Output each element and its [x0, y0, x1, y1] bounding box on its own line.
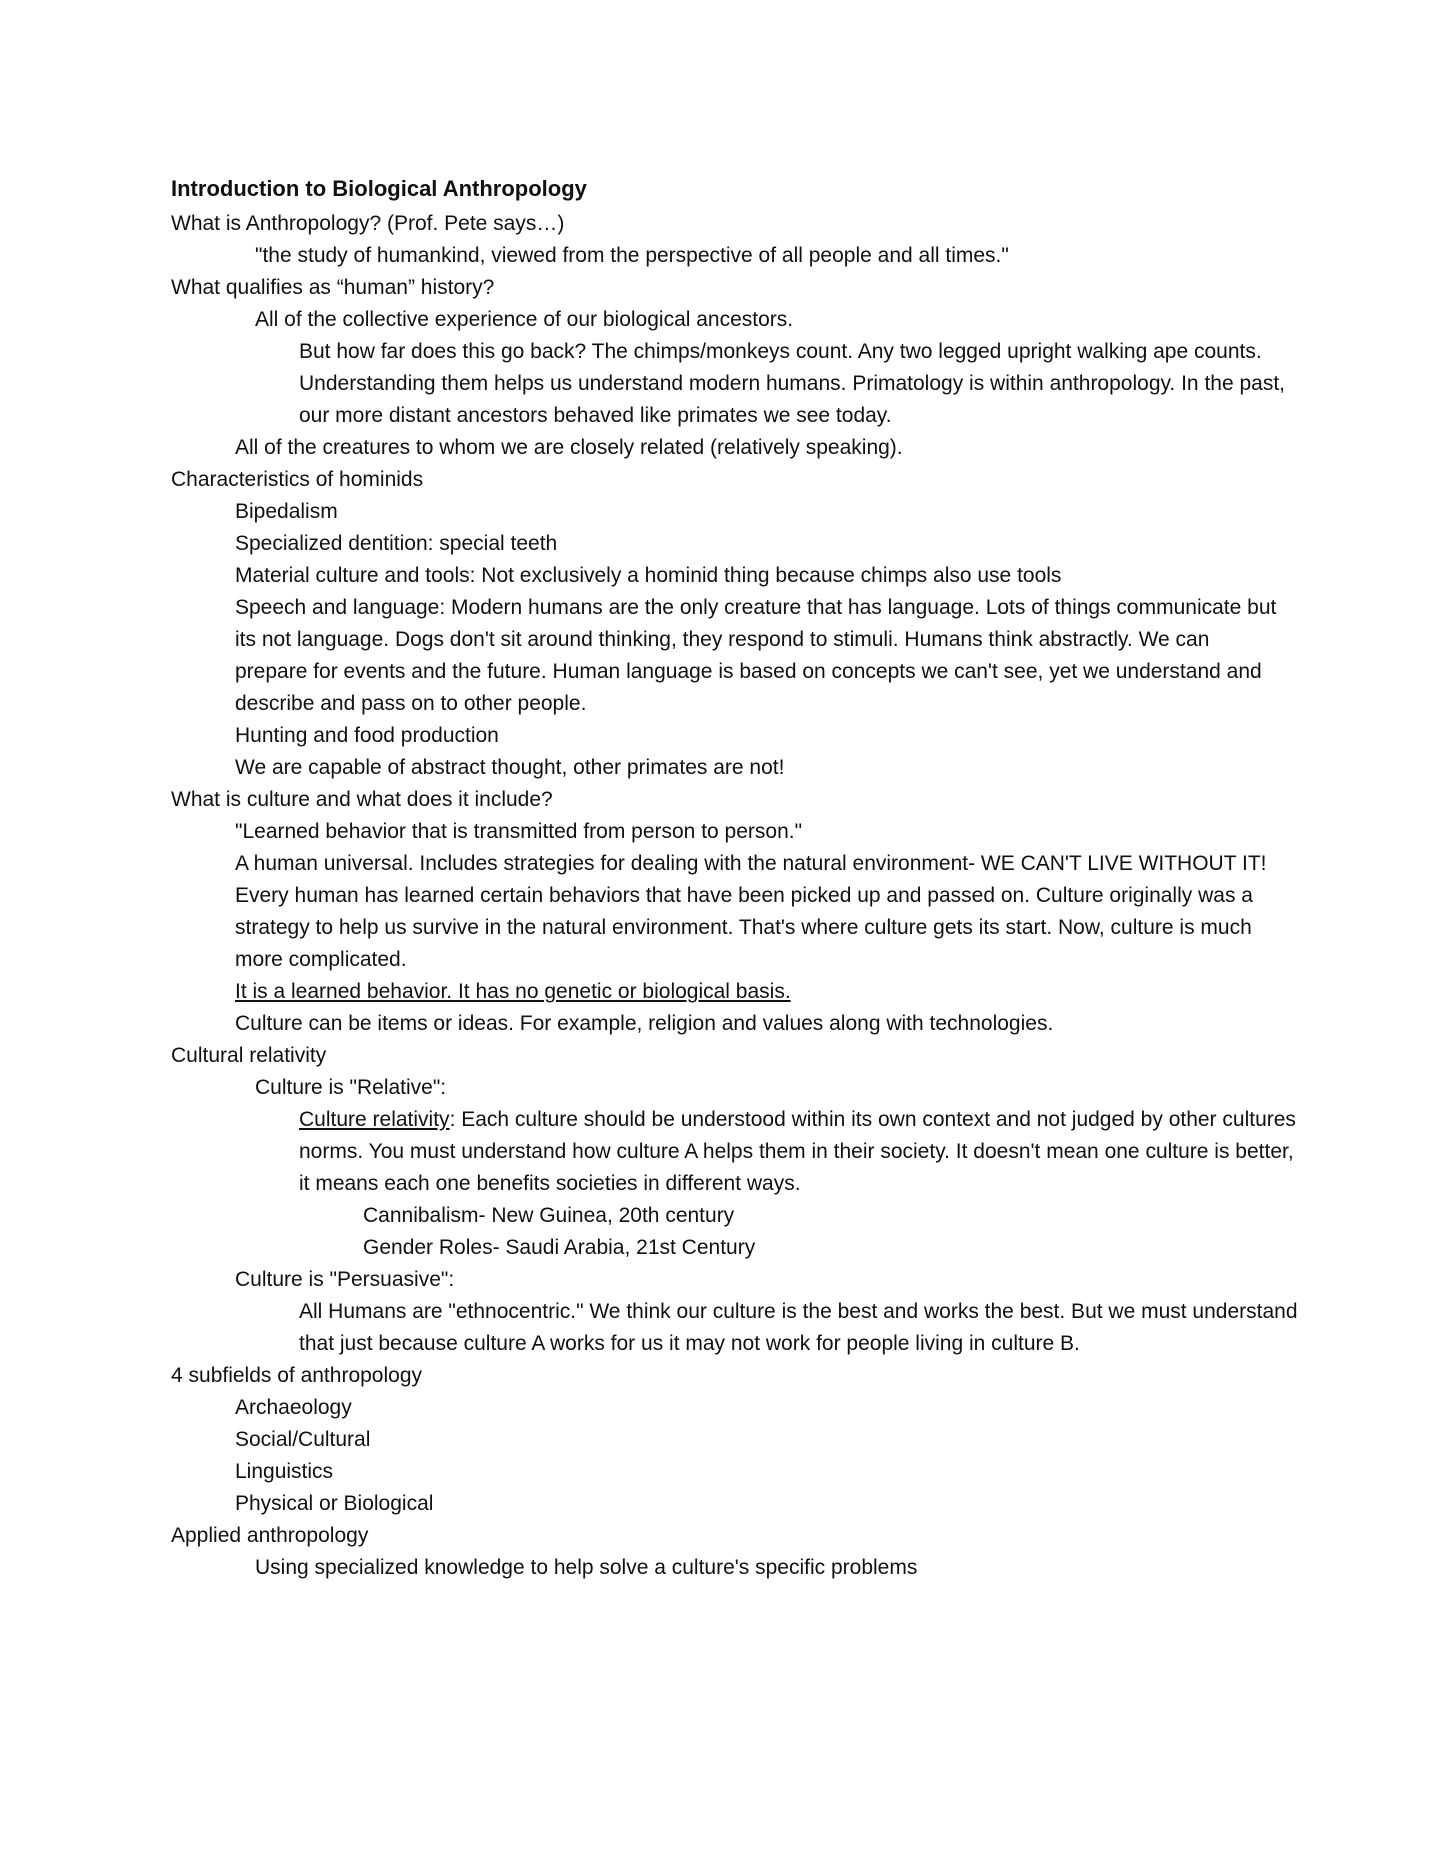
note-no-genetic-basis: It is a learned behavior. It has no genetic or biological basis. [235, 980, 791, 1003]
example-gender-roles: Gender Roles- Saudi Arabia, 21st Century [363, 1236, 756, 1259]
note-human-universal: A human universal. Includes strategies for dealing with the natural environment- WE CAN'T LIVE WITHOUT IT! [235, 852, 1267, 875]
definition-culture-relativity: : Each culture should be understood within its own context and not judged by other cultures norms. You must understand how culture A helps them in their society. It doesn't mean one culture is better, it means each one benefits societies in different ways. [299, 1108, 1296, 1195]
list-item-dentition: Specialized dentition: special teeth [235, 532, 558, 555]
note-closely-related: All of the creatures to whom we are closely related (relatively speaking). [235, 436, 903, 459]
list-item-hunting: Hunting and food production [235, 724, 499, 747]
example-cannibalism: Cannibalism- New Guinea, 20th century [363, 1204, 735, 1227]
page-title: Introduction to Biological Anthropology [171, 176, 587, 201]
note-specialized-knowledge: Using specialized knowledge to help solve a culture's specific problems [255, 1556, 918, 1579]
list-item-material-culture: Material culture and tools: Not exclusively a hominid thing because chimps also use tools [235, 564, 1062, 587]
term-culture-relativity: Culture relativity [299, 1108, 450, 1131]
note-how-far-back: But how far does this go back? The chimps/monkeys count. Any two legged upright walking ape counts. Understanding them helps us understand modern humans. Primatology is within anthropology. In the past, our more distant ancestors behaved like primates we see today. [299, 340, 1286, 427]
heading-applied-anthropology: Applied anthropology [171, 1524, 369, 1547]
notes-body [171, 172, 1298, 1584]
note-every-human: Every human has learned certain behaviors that have been picked up and passed on. Culture originally was a strategy to help us survive in the natural environment. That's where culture gets its start. Now, culture is much more complicated. [235, 884, 1253, 971]
definition-quote: "the study of humankind, viewed from the perspective of all people and all times." [255, 244, 1009, 267]
note-learned-behavior-quote: "Learned behavior that is transmitted from person to person." [235, 820, 803, 843]
list-item-social-cultural: Social/Cultural [235, 1428, 371, 1451]
heading-cultural-relativity: Cultural relativity [171, 1044, 327, 1067]
heading-what-is-anthropology: What is Anthropology? (Prof. Pete says…) [171, 212, 565, 235]
list-item-physical-biological: Physical or Biological [235, 1492, 434, 1515]
note-items-or-ideas: Culture can be items or ideas. For example, religion and values along with technologies. [235, 1012, 1054, 1035]
note-culture-relativity [171, 1104, 1299, 1200]
list-item-speech-language: Speech and language: Modern humans are the only creature that has language. Lots of things communicate but its not language. Dogs don't sit around thinking, they respond to stimuli. Humans think abstractly. We can prepare for events and the future. Human language is based on concepts we can't see, yet we understand and describe and pass on to other people. [235, 596, 1277, 715]
note-collective-experience: All of the collective experience of our biological ancestors. [255, 308, 794, 331]
heading-what-is-culture: What is culture and what does it include? [171, 788, 553, 811]
heading-subfields: 4 subfields of anthropology [171, 1364, 423, 1387]
note-ethnocentric: All Humans are "ethnocentric." We think our culture is the best and works the best. But we must understand that just because culture A works for us it may not work for people living in culture B. [299, 1300, 1298, 1355]
heading-human-history: What qualifies as “human” history? [171, 276, 495, 299]
list-item-abstract-thought: We are capable of abstract thought, other primates are not! [235, 756, 785, 779]
list-item-bipedalism: Bipedalism [235, 500, 338, 523]
subheading-culture-relative: Culture is "Relative": [255, 1076, 447, 1099]
heading-characteristics-hominids: Characteristics of hominids [171, 468, 424, 491]
list-item-linguistics: Linguistics [235, 1460, 334, 1483]
subheading-culture-persuasive: Culture is "Persuasive": [235, 1268, 455, 1291]
list-item-archaeology: Archaeology [235, 1396, 352, 1419]
